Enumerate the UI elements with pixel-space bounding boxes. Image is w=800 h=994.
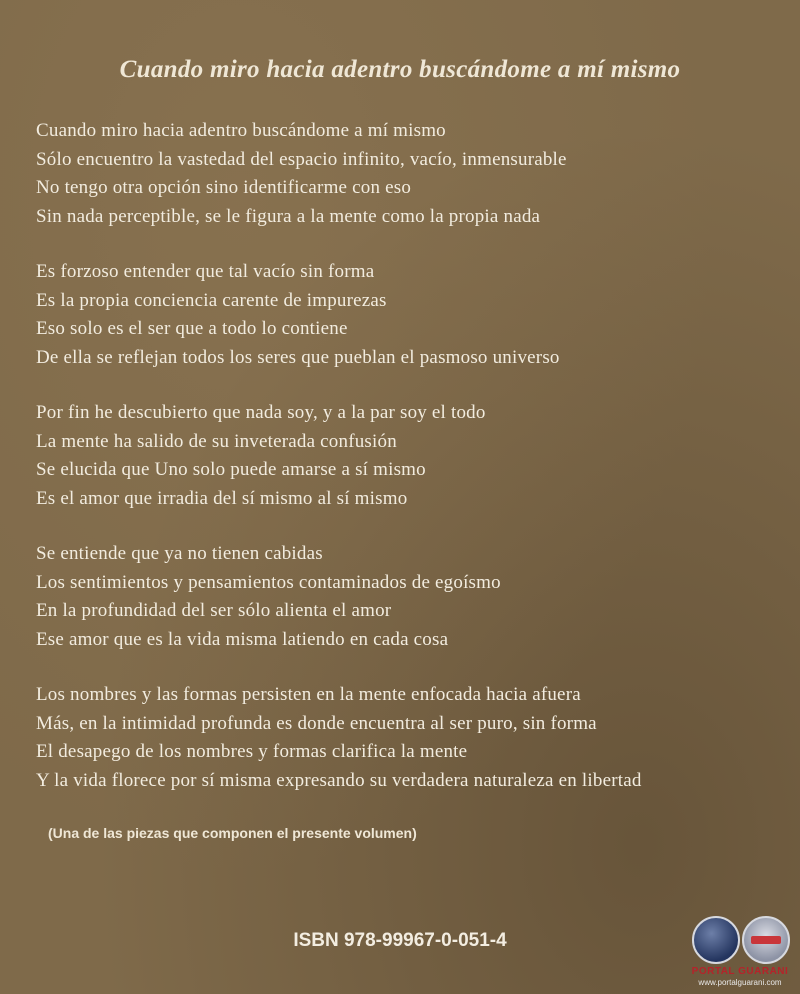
watermark-name: PORTAL GUARANI <box>691 966 789 977</box>
poem-line: Sin nada perceptible, se le figura a la mente como la propia nada <box>36 205 541 227</box>
stanza-3 <box>36 399 776 513</box>
flag-seal-icon <box>742 916 790 964</box>
poem-line: Se entiende que ya no tienen cabidas <box>36 543 323 564</box>
stanza-4 <box>36 540 776 654</box>
stanza-5 <box>36 681 776 795</box>
poem-line: De ella se reflejan todos los seres que pueblan el pasmoso universo <box>36 346 560 368</box>
watermark-url: www.portalguarani.com <box>698 978 782 987</box>
stanza-1 <box>36 117 776 231</box>
poem-line: En la profundidad del ser sólo alienta el amor <box>36 600 392 621</box>
poem-line: El desapego de los nombres y formas clarifica la mente <box>36 741 468 762</box>
flag-band-icon <box>751 936 781 944</box>
poem-line: Por fin he descubierto que nada soy, y a la par soy el todo <box>36 402 486 423</box>
poem-line: Los sentimientos y pensamientos contaminados de egoísmo <box>36 571 501 593</box>
isbn-number: ISBN 978-99967-0-051-4 <box>293 930 507 951</box>
poem-line: Es forzoso entender que tal vacío sin forma <box>36 261 375 282</box>
portal-guarani-watermark <box>688 910 792 990</box>
poem-body <box>36 117 776 822</box>
poem-line: Es el amor que irradia del sí mismo al sí mismo <box>36 487 408 509</box>
poem-line: Y la vida florece por sí misma expresando su verdadera naturaleza en libertad <box>36 769 642 791</box>
poem-line: Más, en la intimidad profunda es donde encuentra al ser puro, sin forma <box>36 712 597 734</box>
poem-line: Sólo encuentro la vastedad del espacio infinito, vacío, inmensurable <box>36 148 567 170</box>
poem-title: Cuando miro hacia adentro buscándome a mí mismo <box>119 56 681 83</box>
poem-line: Eso solo es el ser que a todo lo contiene <box>36 318 348 339</box>
poem-line: La mente ha salido de su inveterada confusión <box>36 430 397 452</box>
stars-seal-icon <box>692 916 740 964</box>
poem-line: Cuando miro hacia adentro buscándome a mí mismo <box>36 120 446 141</box>
volume-note: (Una de las piezas que componen el presente volumen) <box>48 825 417 841</box>
poem-line: No tengo otra opción sino identificarme con eso <box>36 177 412 198</box>
stanza-2 <box>36 258 776 372</box>
poem-line: Los nombres y las formas persisten en la mente enfocada hacia afuera <box>36 684 581 705</box>
poem-line: Es la propia conciencia carente de impurezas <box>36 289 387 311</box>
poem-line: Ese amor que es la vida misma latiendo en cada cosa <box>36 628 449 650</box>
poem-line: Se elucida que Uno solo puede amarse a sí mismo <box>36 459 426 480</box>
